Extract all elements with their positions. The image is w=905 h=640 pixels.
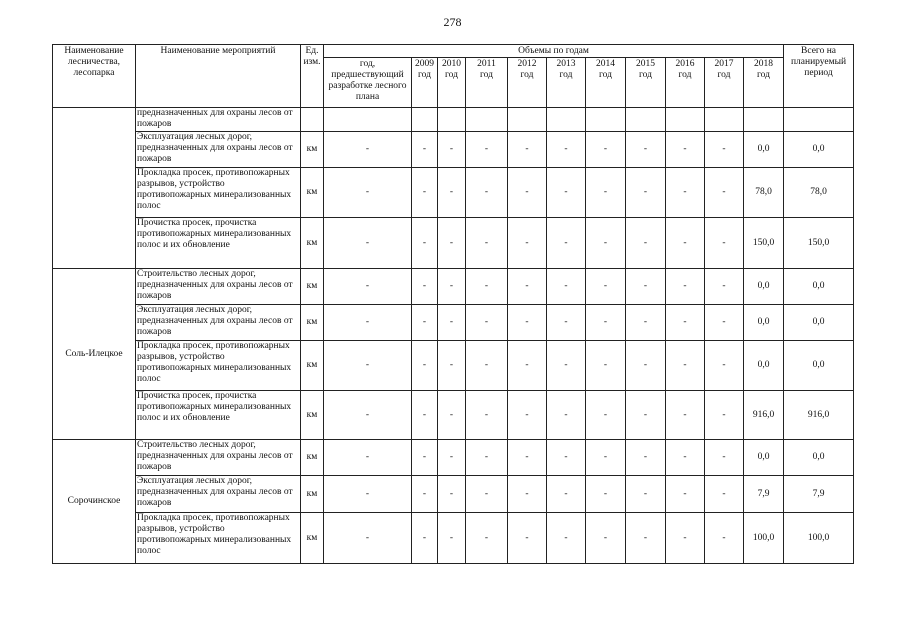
year-value-cell: - (705, 305, 744, 341)
header-year (438, 58, 466, 108)
year-value-cell: - (547, 218, 586, 269)
year-value-cell: - (547, 341, 586, 391)
year-value-cell: - (586, 440, 626, 476)
year-value-cell: - (626, 218, 666, 269)
year-word: год (520, 70, 534, 80)
year-value-cell: - (626, 305, 666, 341)
year-value-cell: - (705, 132, 744, 168)
year-value-cell: - (666, 168, 705, 218)
year-value-cell: - (586, 476, 626, 513)
header-year (586, 58, 626, 108)
year-value-cell: - (705, 391, 744, 440)
total-value-cell: 0,0 (784, 341, 854, 391)
unit-cell: км (301, 305, 324, 341)
activity-name-cell: Прокладка просек, противопожарных разрывов, устройство противопожарных минерализованных полос (136, 341, 301, 391)
year-value-cell (508, 108, 547, 132)
year-value-cell (626, 108, 666, 132)
year-value-cell: - (466, 513, 508, 564)
year-value-cell: - (412, 440, 438, 476)
year-value-cell: - (666, 218, 705, 269)
year-value-cell: - (466, 132, 508, 168)
unit-cell: км (301, 132, 324, 168)
year-value-cell: - (412, 132, 438, 168)
year-value-cell: - (466, 341, 508, 391)
year-value-cell: - (626, 440, 666, 476)
activity-name-cell: Прокладка просек, противопожарных разрывов, устройство противопожарных минерализованных полос (136, 513, 301, 564)
prior-year-value-cell: - (324, 218, 412, 269)
year-word: год (418, 70, 431, 80)
year-value-cell: - (508, 391, 547, 440)
year-value-cell: - (438, 305, 466, 341)
activity-name-cell: Прокладка просек, противопожарных разрывов, устройство противопожарных минерализованных полос (136, 168, 301, 218)
table-row (53, 513, 854, 564)
header-year (666, 58, 705, 108)
header-year (412, 58, 438, 108)
total-value-cell: 78,0 (784, 168, 854, 218)
year-value-cell: - (508, 513, 547, 564)
year-value-cell: - (508, 269, 547, 305)
year-value-cell: 0,0 (744, 269, 784, 305)
year-value-cell: - (438, 476, 466, 513)
year-number: 2017 (714, 59, 734, 69)
header-year (626, 58, 666, 108)
year-value-cell: - (666, 269, 705, 305)
year-value-cell: - (705, 168, 744, 218)
year-word: год (757, 70, 770, 80)
year-value-cell: - (586, 513, 626, 564)
year-number: 2009 (415, 59, 434, 69)
total-value-cell: 150,0 (784, 218, 854, 269)
year-value-cell: - (466, 440, 508, 476)
year-value-cell: - (586, 305, 626, 341)
year-value-cell: - (438, 168, 466, 218)
year-value-cell: - (438, 341, 466, 391)
year-number: 2015 (636, 59, 655, 69)
year-number: 2018 (754, 59, 774, 69)
year-value-cell: 0,0 (744, 305, 784, 341)
year-value-cell: - (666, 305, 705, 341)
page-number: 278 (443, 15, 462, 29)
total-value-cell: 0,0 (784, 305, 854, 341)
year-value-cell: - (666, 476, 705, 513)
year-value-cell: 0,0 (744, 132, 784, 168)
header-year (508, 58, 547, 108)
unit-cell: км (301, 476, 324, 513)
table-row (53, 305, 854, 341)
year-value-cell: - (586, 218, 626, 269)
table-row (53, 476, 854, 513)
year-value-cell: 0,0 (744, 341, 784, 391)
year-value-cell: - (508, 476, 547, 513)
year-value-cell: 100,0 (744, 513, 784, 564)
year-word: год (639, 70, 652, 80)
table-row (53, 168, 854, 218)
activity-name-cell: Прочистка просек, прочистка противопожарных минерализованных полос и их обновление (136, 218, 301, 269)
unit-cell: км (301, 391, 324, 440)
year-value-cell (666, 108, 705, 132)
year-value-cell: - (508, 305, 547, 341)
total-value-cell: 7,9 (784, 476, 854, 513)
year-value-cell: - (438, 391, 466, 440)
year-word: год (445, 70, 458, 80)
activity-name-cell: Прочистка просек, прочистка противопожарных минерализованных полос и их обновление (136, 391, 301, 440)
year-value-cell: - (666, 341, 705, 391)
header-prior-year: год, предшествующий разработке лесного плана (324, 58, 412, 108)
year-value-cell: - (466, 476, 508, 513)
year-value-cell: - (508, 440, 547, 476)
year-number: 2011 (477, 59, 496, 69)
year-value-cell: - (705, 218, 744, 269)
year-number: 2010 (442, 59, 461, 69)
prior-year-value-cell: - (324, 440, 412, 476)
year-value-cell: - (626, 513, 666, 564)
table-row (53, 269, 854, 305)
total-value-cell: 916,0 (784, 391, 854, 440)
prior-year-value-cell: - (324, 305, 412, 341)
year-word: год (599, 70, 612, 80)
year-value-cell: - (412, 168, 438, 218)
year-value-cell: 150,0 (744, 218, 784, 269)
table-header (53, 45, 854, 108)
year-value-cell: - (586, 168, 626, 218)
unit-cell (301, 108, 324, 132)
year-value-cell: - (508, 168, 547, 218)
prior-year-value-cell: - (324, 269, 412, 305)
unit-cell: км (301, 440, 324, 476)
activity-name-cell: Строительство лесных дорог, предназначенных для охраны лесов от пожаров (136, 440, 301, 476)
year-value-cell: - (666, 513, 705, 564)
total-value-cell: 0,0 (784, 269, 854, 305)
year-word: год (678, 70, 692, 80)
year-value-cell: - (705, 476, 744, 513)
year-value-cell: - (412, 476, 438, 513)
year-value-cell: - (626, 391, 666, 440)
prior-year-value-cell: - (324, 513, 412, 564)
header-year (705, 58, 744, 108)
year-value-cell: - (438, 269, 466, 305)
year-value-cell (744, 108, 784, 132)
year-value-cell (438, 108, 466, 132)
year-value-cell: - (547, 513, 586, 564)
year-value-cell: - (547, 305, 586, 341)
year-value-cell (547, 108, 586, 132)
year-value-cell: - (705, 341, 744, 391)
table-row (53, 218, 854, 269)
year-value-cell: - (586, 391, 626, 440)
prior-year-value-cell: - (324, 341, 412, 391)
table-row (53, 440, 854, 476)
header-row (53, 45, 854, 58)
year-number: 2012 (517, 59, 537, 69)
unit-cell: км (301, 513, 324, 564)
year-number: 2013 (556, 59, 576, 69)
year-value-cell: - (466, 269, 508, 305)
year-value-cell: - (547, 269, 586, 305)
year-value-cell: - (412, 513, 438, 564)
year-value-cell: - (547, 168, 586, 218)
year-word: год (559, 70, 573, 80)
forestry-name-cell: Сорочинское (53, 440, 136, 564)
year-value-cell: - (508, 341, 547, 391)
year-value-cell (412, 108, 438, 132)
year-value-cell (466, 108, 508, 132)
prior-year-value-cell (324, 108, 412, 132)
table-row (53, 132, 854, 168)
year-value-cell: - (508, 218, 547, 269)
year-value-cell: - (547, 391, 586, 440)
table-row (53, 391, 854, 440)
year-value-cell: - (666, 440, 705, 476)
activity-name-cell: Эксплуатация лесных дорог, предназначенных для охраны лесов от пожаров (136, 132, 301, 168)
unit-cell: км (301, 218, 324, 269)
year-value-cell: - (508, 132, 547, 168)
year-value-cell: - (412, 218, 438, 269)
unit-cell: км (301, 269, 324, 305)
total-value-cell: 100,0 (784, 513, 854, 564)
year-value-cell: 78,0 (744, 168, 784, 218)
year-value-cell: - (547, 476, 586, 513)
table-row (53, 108, 854, 132)
header-year (744, 58, 784, 108)
forestry-name-cell: Соль-Илецкое (53, 269, 136, 440)
activity-name-cell: предназначенных для охраны лесов от пожаров (136, 108, 301, 132)
year-value-cell: - (626, 168, 666, 218)
year-value-cell (705, 108, 744, 132)
header-unit: Ед. изм. (301, 45, 324, 108)
year-value-cell: - (586, 341, 626, 391)
forestry-activities-table (52, 44, 854, 564)
year-value-cell: - (412, 305, 438, 341)
year-value-cell: - (705, 269, 744, 305)
total-value-cell (784, 108, 854, 132)
year-value-cell: - (666, 391, 705, 440)
unit-cell: км (301, 341, 324, 391)
header-total: Всего на планируемый период (784, 45, 854, 108)
unit-cell: км (301, 168, 324, 218)
year-value-cell: - (466, 305, 508, 341)
year-value-cell: - (547, 132, 586, 168)
year-value-cell: - (705, 440, 744, 476)
year-value-cell: - (705, 513, 744, 564)
year-value-cell: 0,0 (744, 440, 784, 476)
year-value-cell: - (547, 440, 586, 476)
forestry-name-cell (53, 108, 136, 269)
year-value-cell: - (438, 218, 466, 269)
year-number: 2014 (596, 59, 615, 69)
year-value-cell: - (626, 341, 666, 391)
year-value-cell: - (666, 132, 705, 168)
year-value-cell: - (626, 269, 666, 305)
year-value-cell: 916,0 (744, 391, 784, 440)
header-volumes-by-year: Объемы по годам (324, 45, 784, 58)
year-number: 2016 (675, 59, 695, 69)
total-value-cell: 0,0 (784, 440, 854, 476)
prior-year-value-cell: - (324, 168, 412, 218)
activity-name-cell: Строительство лесных дорог, предназначенных для охраны лесов от пожаров (136, 269, 301, 305)
year-word: год (717, 70, 731, 80)
year-value-cell: - (412, 391, 438, 440)
table-row (53, 341, 854, 391)
prior-year-value-cell: - (324, 476, 412, 513)
activity-name-cell: Эксплуатация лесных дорог, предназначенных для охраны лесов от пожаров (136, 476, 301, 513)
year-value-cell: - (438, 440, 466, 476)
year-value-cell: - (466, 168, 508, 218)
year-value-cell: - (586, 269, 626, 305)
year-word: год (480, 70, 493, 80)
prior-year-value-cell: - (324, 391, 412, 440)
header-activity: Наименование мероприятий (136, 45, 301, 108)
year-value-cell: - (626, 132, 666, 168)
year-value-cell: - (412, 341, 438, 391)
year-value-cell: - (466, 391, 508, 440)
header-year (466, 58, 508, 108)
year-value-cell: - (586, 132, 626, 168)
year-value-cell: 7,9 (744, 476, 784, 513)
activity-name-cell: Эксплуатация лесных дорог, предназначенных для охраны лесов от пожаров (136, 305, 301, 341)
year-value-cell: - (466, 218, 508, 269)
year-value-cell (586, 108, 626, 132)
total-value-cell: 0,0 (784, 132, 854, 168)
year-value-cell: - (438, 132, 466, 168)
table-body (53, 108, 854, 564)
prior-year-value-cell: - (324, 132, 412, 168)
year-value-cell: - (412, 269, 438, 305)
year-value-cell: - (438, 513, 466, 564)
header-year (547, 58, 586, 108)
year-value-cell: - (626, 476, 666, 513)
header-forestry: Наименование лесничества, лесопарка (53, 45, 136, 108)
